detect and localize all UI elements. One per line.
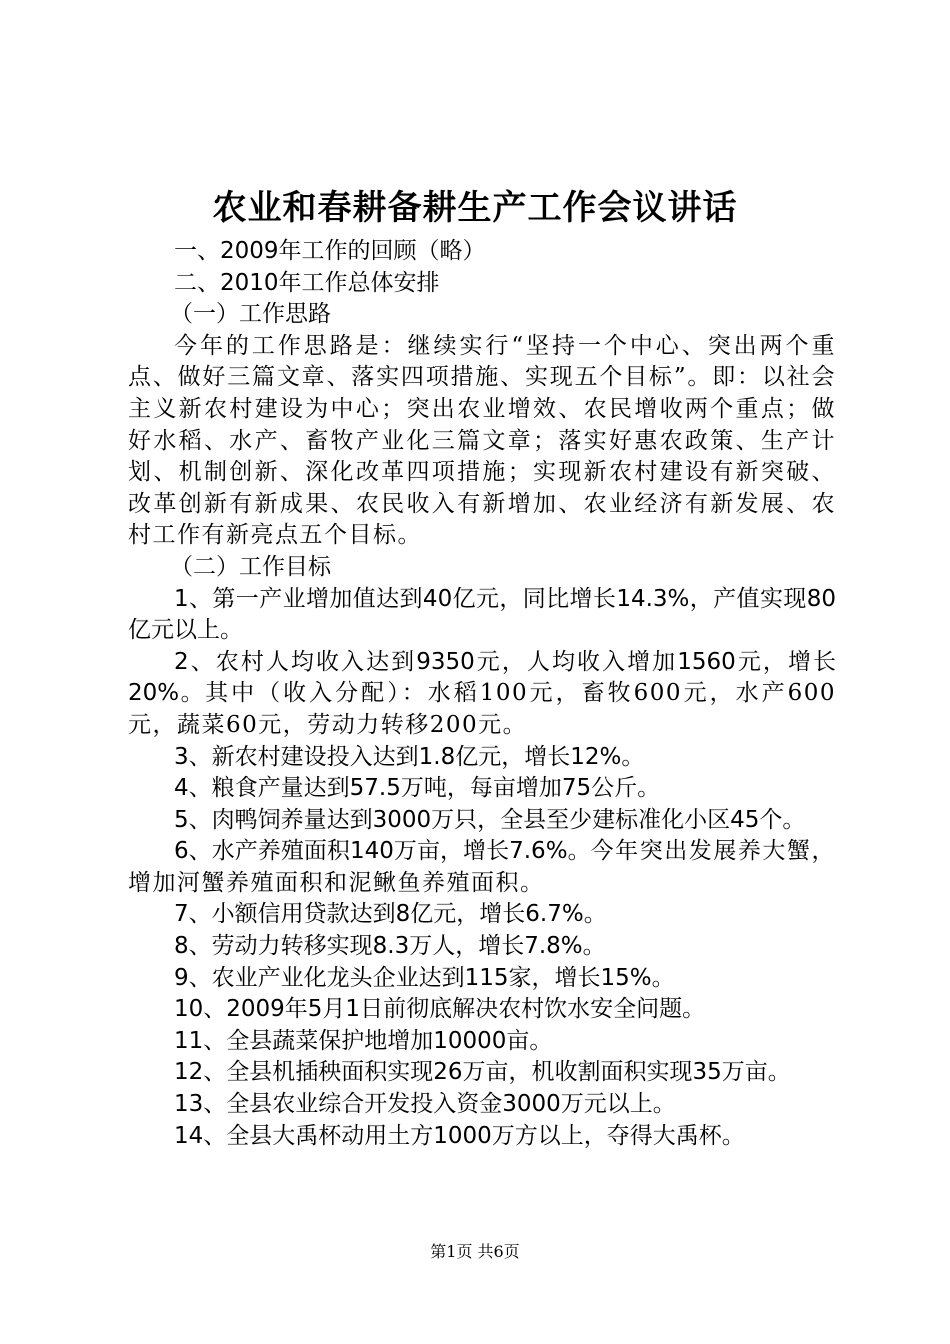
goal-item-4: 4、粮食产量达到57.5万吨，每亩增加75公斤。 xyxy=(174,775,661,802)
goal-item-3: 3、新农村建设投入达到1.8亿元，增长12%。 xyxy=(174,743,645,770)
document-title: 农业和春耕备耕生产工作会议讲话 xyxy=(212,188,738,228)
section-heading-review: 一、2009年工作的回顾（略） xyxy=(174,238,486,264)
goal-item-13: 13、全县农业综合开发投入资金3000万元以上。 xyxy=(174,1091,676,1118)
goal-item-6-main: 6、水产养殖面积140万亩，增长7.6%。 xyxy=(174,838,591,865)
goal-item-11: 11、全县蔬菜保护地增加10000亩。 xyxy=(174,1027,553,1054)
subsection-heading-goals: （二）工作目标 xyxy=(170,553,331,580)
document-body xyxy=(128,236,836,1152)
goal-item-2-detail: 其中（收入分配）：水稻100元，畜牧600元，水产600元，蔬菜60元，劳动力转移200元。 xyxy=(128,680,836,738)
goal-item-9: 9、农业产业化龙头企业达到115家，增长15%。 xyxy=(174,964,675,991)
goal-item-2 xyxy=(128,647,836,742)
approach-paragraph: 今年的工作思路是：继续实行“坚持一个中心、突出两个重点、做好三篇文章、落实四项措施、实现五个目标”。即：以社会主义新农村建设为中心；突出农业增效、农民增收两个重点；做好水稻、水产、畜牧产业化三篇文章；落实好惠农政策、生产计划、机制创新、深化改革四项措施；实现新农村建设有新突破、改革创新有新成果、农民收入有新增加、农业经济有新发展、农村工作有新亮点五个目标。 xyxy=(128,332,836,549)
goal-item-10: 10、2009年5月1日前彻底解决农村饮水安全问题。 xyxy=(174,996,706,1023)
goal-item-5: 5、肉鸭饲养量达到3000万只，全县至少建标准化小区45个。 xyxy=(174,806,806,833)
goal-item-2-main: 2、农村人均收入达到9350元，人均收入增加1560元，增长20%。 xyxy=(128,648,836,707)
goal-item-7: 7、小额信用贷款达到8亿元，增长6.7%。 xyxy=(174,901,607,928)
goal-item-6 xyxy=(128,836,836,899)
page-footer: 第1页 共6页 xyxy=(430,1242,520,1261)
goal-item-14: 14、全县大禹杯动用土方1000万方以上，夺得大禹杯。 xyxy=(174,1122,745,1149)
goal-item-8: 8、劳动力转移实现8.3万人，增长7.8%。 xyxy=(174,933,606,960)
goal-item-6-detail: 今年突出发展养大蟹，增加河蟹养殖面积和泥鳅鱼养殖面积。 xyxy=(128,838,837,896)
goal-item-1: 1、第一产业增加值达到40亿元，同比增长14.3%，产值实现80亿元以上。 xyxy=(128,585,836,644)
section-heading-plan: 二、2010年工作总体安排 xyxy=(174,269,440,296)
subsection-heading-approach: （一）工作思路 xyxy=(170,301,331,328)
goal-item-12: 12、全县机插秧面积实现26万亩，机收割面积实现35万亩。 xyxy=(174,1059,791,1086)
